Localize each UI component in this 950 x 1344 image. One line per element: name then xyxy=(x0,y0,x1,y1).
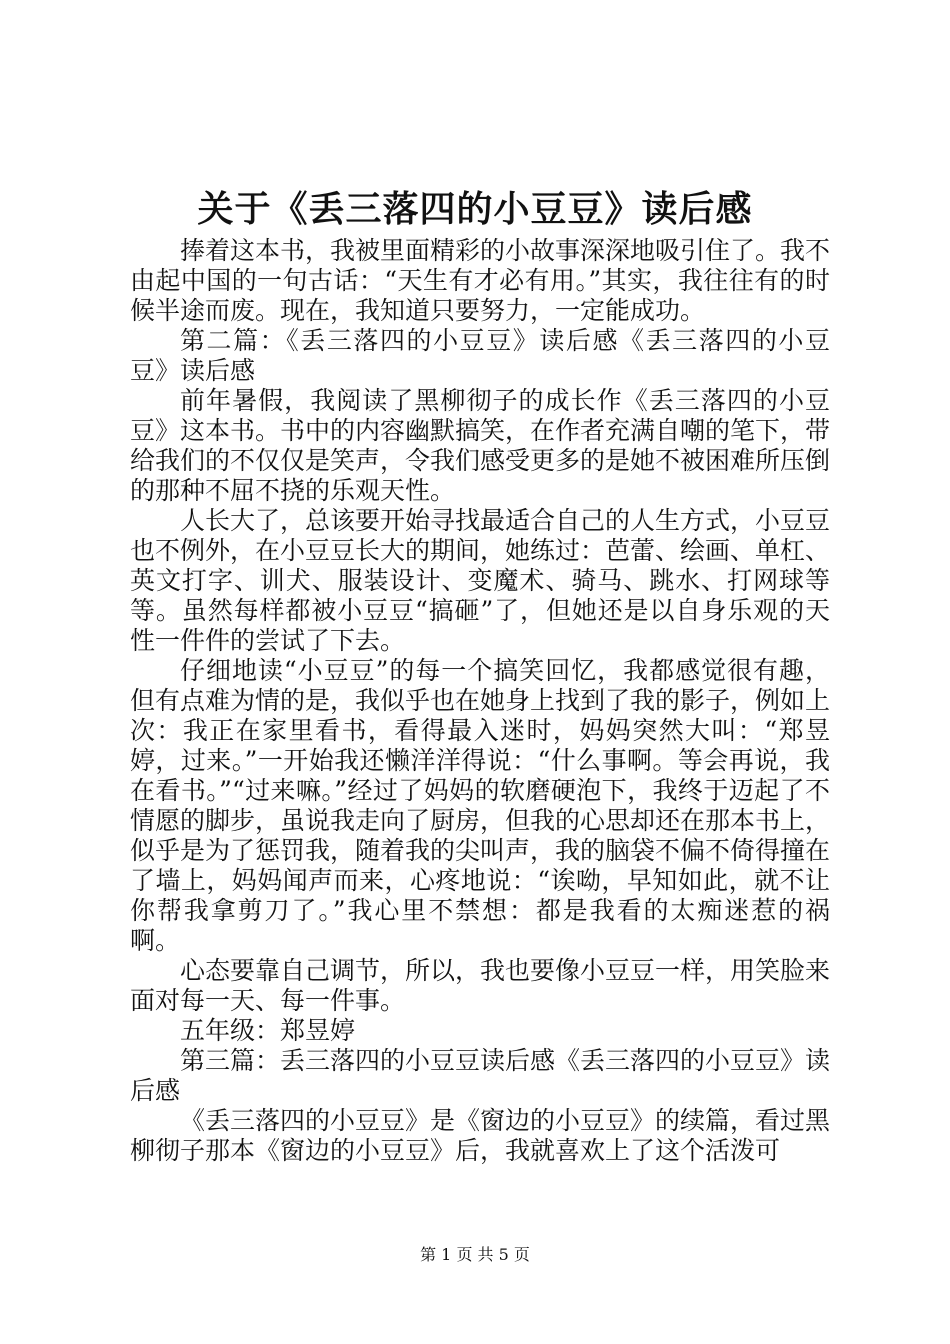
document-body xyxy=(130,236,830,1166)
section-heading-2: 第二篇：《丢三落四的小豆豆》读后感《丢三落四的小豆豆》读后感 xyxy=(130,326,830,385)
paragraph: 捧着这本书，我被里面精彩的小故事深深地吸引住了。我不由起中国的一句古话：“天生有才必有用。”其实，我往往有的时候半途而废。现在，我知道只要努力，一定能成功。 xyxy=(130,236,831,325)
paragraph: 人长大了，总该要开始寻找最适合自己的人生方式，小豆豆也不例外，在小豆豆长大的期间，她练过：芭蕾、绘画、单杠、英文打字、训犬、服装设计、变魔术、骑马、跳水、打网球等等。虽然每样都被小豆豆“搞砸”了，但她还是以自身乐观的天性一件件的尝试了下去。 xyxy=(130,506,831,655)
section-heading-3: 第三篇：丢三落四的小豆豆读后感《丢三落四的小豆豆》读后感 xyxy=(130,1046,831,1105)
paragraph: 《丢三落四的小豆豆》是《窗边的小豆豆》的续篇，看过黑柳彻子那本《窗边的小豆豆》后，我就喜欢上了这个活泼可 xyxy=(130,1106,831,1165)
document-title: 关于《丢三落四的小豆豆》读后感 xyxy=(197,188,753,230)
page-number-footer: 第 1 页 共 5 页 xyxy=(420,1245,530,1264)
paragraph: 心态要靠自己调节，所以，我也要像小豆豆一样，用笑脸来面对每一天、每一件事。 xyxy=(130,956,831,1015)
paragraph: 前年暑假，我阅读了黑柳彻子的成长作《丢三落四的小豆豆》这本书。书中的内容幽默搞笑，在作者充满自嘲的笔下，带给我们的不仅仅是笑声，令我们感受更多的是她不被困难所压倒的那种不屈不挠的乐观天性。 xyxy=(130,386,831,505)
author-line: 五年级：郑昱婷 xyxy=(180,1016,356,1045)
paragraph: 仔细地读“小豆豆”的每一个搞笑回忆，我都感觉很有趣，但有点难为情的是，我似乎也在她身上找到了我的影子，例如上次：我正在家里看书，看得最入迷时，妈妈突然大叫：“郑昱婷，过来。”一开始我还懒洋洋得说：“什么事啊。等会再说，我在看书。”“过来嘛。”经过了妈妈的软磨硬泡下，我终于迈起了不情愿的脚步，虽说我走向了厨房，但我的心思却还在那本书上，似乎是为了惩罚我，随着我的尖叫声，我的脑袋不偏不倚得撞在了墙上，妈妈闻声而来，心疼地说：“诶呦，早知如此，就不让你帮我拿剪刀了。”我心里不禁想：都是我看的太痴迷惹的祸啊。 xyxy=(130,656,831,955)
